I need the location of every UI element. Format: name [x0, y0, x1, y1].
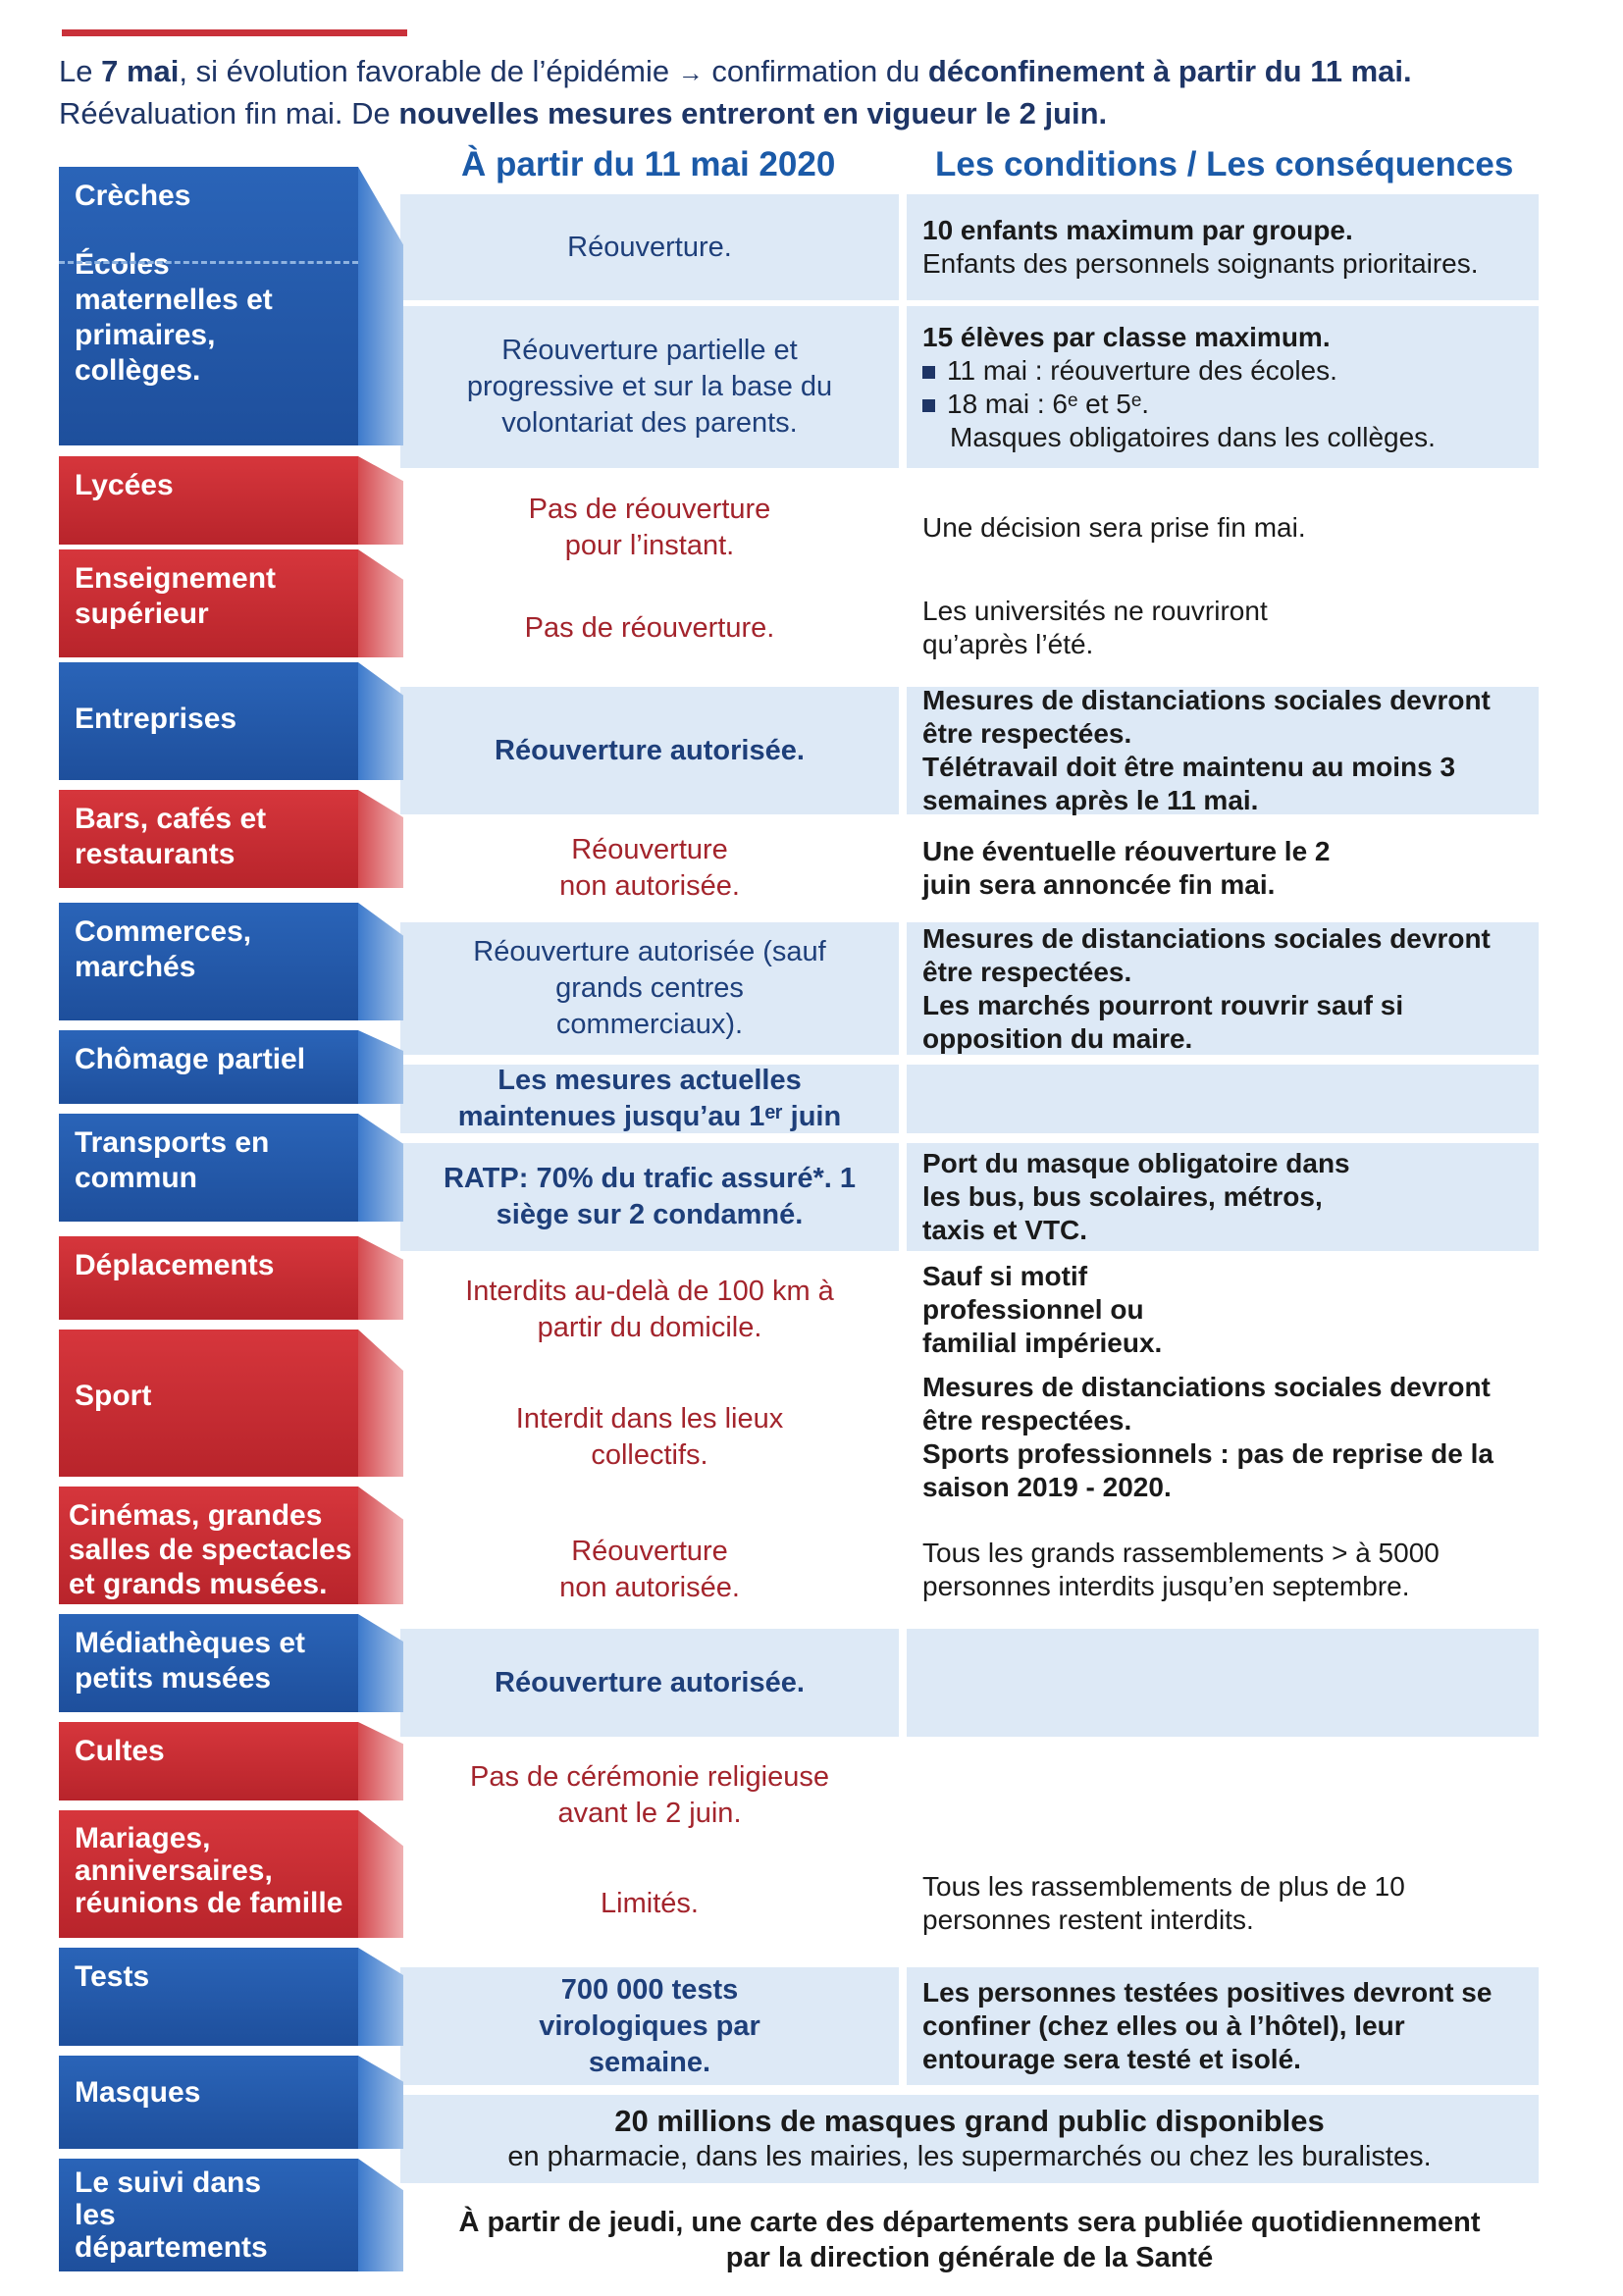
tab-label: Cinémas, grandes salles de spectacles et grands musées.: [69, 1499, 352, 1600]
measure-cell: Réouverture.: [400, 194, 899, 300]
tracking-banner: À partir de jeudi, une carte des départements sera publiée quotidiennement par la direction générale de la Santé: [458, 2207, 1481, 2273]
tab-label: Enseignement supérieur: [75, 562, 277, 630]
tab-mariages: [59, 1810, 358, 1938]
measure-cell: Réouverture partielle et progressive et sur la base du volontariat des parents.: [400, 306, 899, 468]
tab-cinemas: [59, 1487, 358, 1604]
measure-cell: Réouverture non autorisée.: [400, 1521, 899, 1619]
condition-cell: Mesures de distanciations sociales devront être respectées. Sports professionnels : pas de reprise de la saison 2019 - 2020.: [899, 1364, 1539, 1511]
bullet-square-icon: [922, 366, 935, 379]
measure-cell: Réouverture non autorisée.: [400, 824, 899, 913]
tab-label: Cultes: [75, 1735, 165, 1767]
measure-cell: Interdits au-delà de 100 km à partir du domicile.: [400, 1266, 899, 1354]
measure-cell: 700 000 tests virologiques par semaine.: [400, 1967, 899, 2085]
tab-chomage-partiel: [59, 1030, 358, 1104]
condition-cell: Une décision sera prise fin mai.: [899, 481, 1539, 574]
table-row: [400, 1065, 1539, 1133]
tab-lycees: [59, 456, 358, 545]
table-row: [400, 922, 1539, 1055]
condition-cell: Mesures de distanciations sociales devront être respectées. Télétravail doit être maintenu au moins 3 semaines après le 11 mai.: [899, 687, 1539, 814]
condition-cell: [899, 1065, 1539, 1133]
tab-creches-ecoles: [59, 167, 358, 445]
measure-cell: Pas de réouverture pour l’instant.: [400, 481, 899, 574]
table-row: [400, 1629, 1539, 1737]
condition-cell: Sauf si motif professionnel ou familial impérieux.: [899, 1266, 1539, 1354]
table-row: [400, 1521, 1539, 1619]
measure-cell: Réouverture autorisée (sauf grands centres commerciaux).: [400, 922, 899, 1055]
tab-label-ecoles: Écoles maternelles et primaires, collèges.: [75, 248, 273, 387]
tab-masques: [59, 2056, 358, 2149]
table-row: [400, 1967, 1539, 2085]
condition-cell: Les personnes testées positives devront se confiner (chez elles ou à l’hôtel), leur entourage sera testé et isolé.: [899, 1967, 1539, 2085]
condition-cell: Les universités ne rouvriront qu’après l’été.: [899, 579, 1539, 677]
tab-entreprises: [59, 662, 358, 780]
tab-label: Transports en commun: [75, 1126, 270, 1194]
table-row: [400, 306, 1539, 468]
tab-sport: [59, 1330, 358, 1477]
table-row: [400, 481, 1539, 574]
tab-label: Déplacements: [75, 1249, 275, 1281]
measure-cell: Réouverture autorisée.: [400, 687, 899, 814]
intro-line-1: Le 7 mai, si évolution favorable de l’épidémie → confirmation du déconfinement à partir du 11 mai.: [59, 54, 1412, 88]
tab-suivi-departements: [59, 2159, 358, 2271]
condition-cell: Mesures de distanciations sociales devront être respectées. Les marchés pourront rouvrir sauf si opposition du maire.: [899, 922, 1539, 1055]
measure-cell: Interdit dans les lieux collectifs.: [400, 1364, 899, 1511]
measure-cell: Pas de cérémonie religieuse avant le 2 juin.: [400, 1747, 899, 1845]
column-header-date: À partir du 11 mai 2020: [461, 145, 836, 183]
table-row: [400, 579, 1539, 677]
tab-label: Le suivi dans les départements: [75, 2166, 268, 2264]
tab-label: Entreprises: [75, 703, 237, 735]
tab-label: Lycées: [75, 469, 174, 501]
tab-label: Tests: [75, 1960, 150, 1993]
tab-transports: [59, 1114, 358, 1222]
tab-cultes: [59, 1722, 358, 1800]
table-row: [400, 194, 1539, 300]
intro-text: [59, 51, 1570, 133]
intro-line-2: Réévaluation fin mai. De nouvelles mesures entreront en vigueur le 2 juin.: [59, 96, 1108, 130]
condition-cell: Une éventuelle réouverture le 2 juin sera annoncée fin mai.: [899, 824, 1539, 913]
measure-cell: Réouverture autorisée.: [400, 1629, 899, 1737]
tab-label: Bars, cafés et restaurants: [75, 803, 267, 870]
table-row: [400, 1261, 1539, 1358]
tab-label: Médiathèques et petits musées: [75, 1627, 306, 1695]
tab-label: Masques: [75, 2076, 201, 2109]
table-row: [400, 687, 1539, 814]
tab-mediatheques: [59, 1614, 358, 1712]
condition-cell: Tous les rassemblements de plus de 10 personnes restent interdits.: [899, 1854, 1539, 1953]
masks-banner: 20 millions de masques grand public disponibles en pharmacie, dans les mairies, les supermarchés ou chez les buralistes.: [400, 2095, 1539, 2183]
table-row: [400, 1364, 1539, 1511]
tab-label: Commerces, marchés: [75, 915, 252, 983]
table-row: [400, 1747, 1539, 1845]
condition-cell: 10 enfants maximum par groupe. Enfants des personnels soignants prioritaires.: [899, 194, 1539, 300]
tab-tests: [59, 1948, 358, 2046]
top-rule: [62, 29, 407, 36]
condition-cell: [899, 1747, 1539, 1845]
tab-deplacements: [59, 1236, 358, 1320]
tab-label-creches: Crèches: [75, 180, 191, 212]
condition-cell: Tous les grands rassemblements > à 5000 personnes interdits jusqu’en septembre.: [899, 1521, 1539, 1619]
table-row: [400, 1854, 1539, 1953]
measure-cell: RATP: 70% du trafic assuré*. 1 siège sur 2 condamné.: [400, 1143, 899, 1251]
bullet-square-icon: [922, 399, 935, 412]
tab-commerces: [59, 903, 358, 1020]
tab-label: Chômage partiel: [75, 1043, 306, 1075]
tab-divider: [59, 261, 358, 264]
tab-label: Mariages, anniversaires, réunions de famille: [75, 1822, 343, 1919]
measure-cell: Les mesures actuelles maintenues jusqu’au 1ᵉʳ juin: [400, 1065, 899, 1133]
condition-cell: 15 élèves par classe maximum. 11 mai : réouverture des écoles. 18 mai : 6ᵉ et 5ᵉ. Masques obligatoires dans les collèges.: [899, 306, 1539, 468]
tab-bars: [59, 790, 358, 888]
tab-label: Sport: [75, 1380, 152, 1412]
tab-enseignement-superieur: [59, 549, 358, 657]
table-row: [400, 1143, 1539, 1251]
arrow-right-icon: →: [677, 58, 704, 87]
table-row: [400, 824, 1539, 913]
measure-cell: Pas de réouverture.: [400, 579, 899, 677]
measure-cell: Limités.: [400, 1854, 899, 1953]
condition-cell: Port du masque obligatoire dans les bus, bus scolaires, métros, taxis et VTC.: [899, 1143, 1539, 1251]
condition-cell: [899, 1629, 1539, 1737]
column-header-conditions: Les conditions / Les conséquences: [935, 145, 1514, 183]
